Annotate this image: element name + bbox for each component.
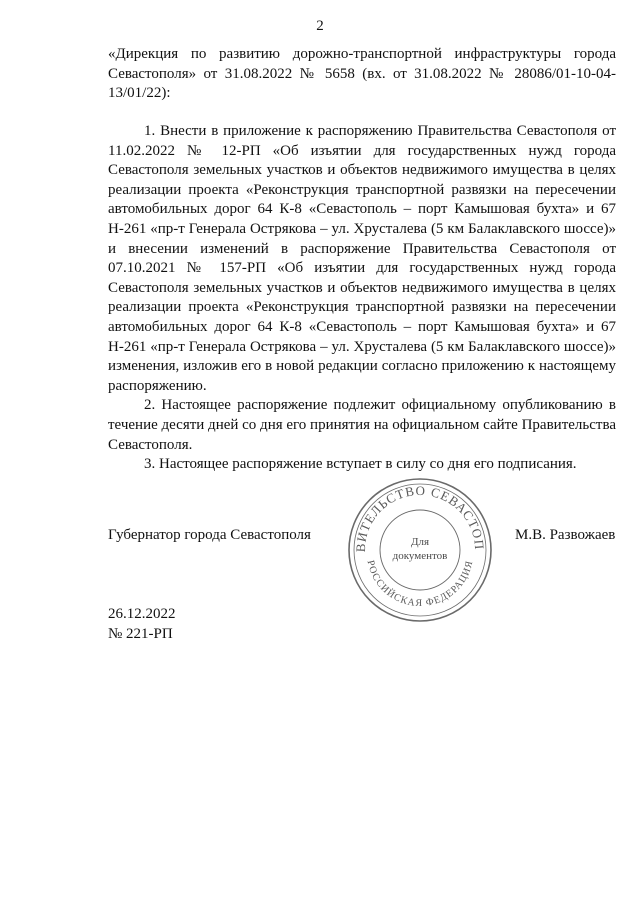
intro-text: «Дирекция по развитию дорожно-транспортной инфраструктуры города Севастополя» от 31.08.2022 № 5658 (вх. от 31.08.2022 № 28086/01-10-04-13/01/22): (108, 46, 616, 102)
document-number: № 221-РП (108, 626, 173, 642)
signatory-position: Губернатор города Севастополя (108, 527, 311, 543)
seal-graphic (345, 475, 495, 625)
clauses-section (108, 122, 616, 475)
official-seal (345, 475, 495, 625)
page-number: 2 (316, 18, 324, 34)
clause-2: 2. Настоящее распоряжение подлежит официальному опубликованию в течение десяти дней со дня его принятия на официальном сайте Правительства Севастополя. (108, 397, 616, 453)
seal-center-line1: Для (410, 536, 430, 548)
document-date: 26.12.2022 (108, 606, 176, 622)
clause-1: 1. Внести в приложение к распоряжению Правительства Севастополя от 11.02.2022 № 12-РП «Об изъятии для государственных нужд города Севастополя земельных участков и объектов недвижимого имущества в целях реализации проекта «Реконструкция транспортной развязки на пересечении автомобильных дорог 64 К-8 «Севастополь – порт Камышовая бухта» и 67 Н-261 «пр-т Генерала Острякова – ул. Хрусталева (5 км Балаклавского шоссе)» и внесении изменений в распоряжение Правительства Севастополя от 07.10.2021 № 157-РП «Об изъятии для государственных нужд города Севастополя земельных участков и объектов недвижимого имущества в целях реализации проекта «Реконструкция транспортной развязки на пересечении автомобильных дорог 64 К-8 «Севастополь – порт Камышовая бухта» и 67 Н-261 «пр-т Генерала Острякова – ул. Хрусталева (5 км Балаклавского шоссе)» изменения, изложив его в новой редакции согласно приложению к настоящему распоряжению. (108, 123, 616, 394)
signatory-name: М.В. Развожаев (515, 527, 616, 543)
intro-paragraph (108, 45, 616, 104)
seal-outer-text: ВИТЕЛЬСТВО СЕВАСТОП (352, 482, 488, 553)
seal-center-line2: документов (392, 550, 448, 562)
clause-3: 3. Настоящее распоряжение вступает в силу со дня его подписания. (144, 456, 577, 473)
seal-outer-text-bottom: РОССИЙСКАЯ ФЕДЕРАЦИЯ (364, 559, 476, 610)
